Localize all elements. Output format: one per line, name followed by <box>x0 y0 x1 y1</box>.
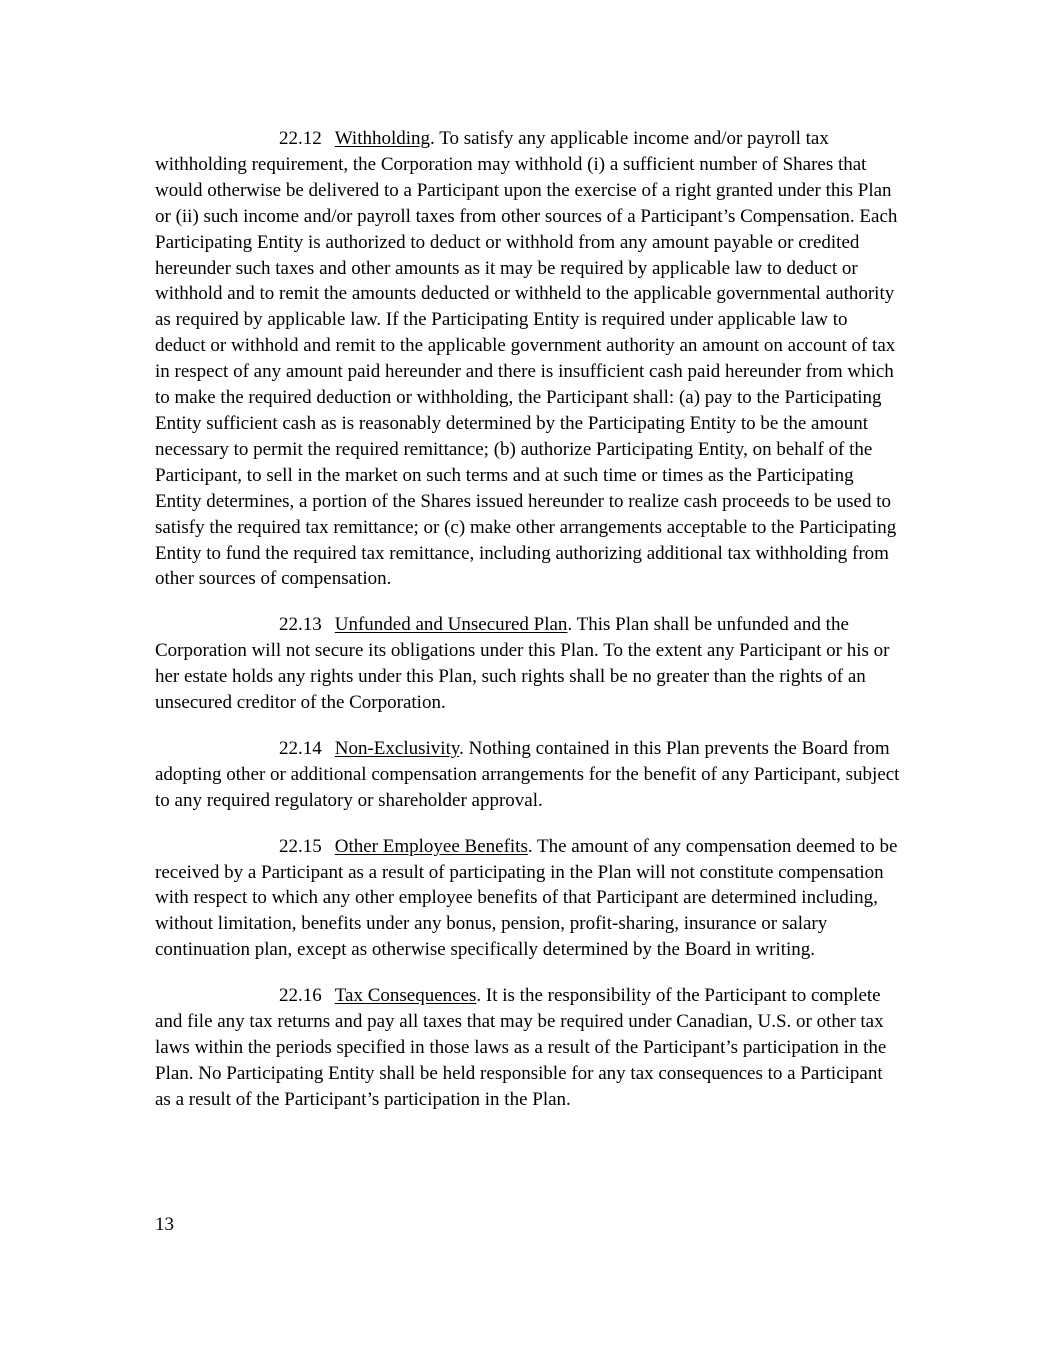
section-22-16 <box>155 983 900 1113</box>
section-number: 22.16 <box>279 985 322 1007</box>
section-heading: Other Employee Benefits <box>334 835 528 857</box>
section-number: 22.12 <box>279 128 322 149</box>
section-heading: Withholding <box>334 128 431 149</box>
section-heading: Unfunded and Unsecured Plan <box>334 614 568 636</box>
document-page <box>155 126 900 1133</box>
section-heading: Tax Consequences <box>334 985 477 1007</box>
section-22-13 <box>155 612 900 716</box>
section-body: . To satisfy any applicable income and/or payroll tax withholding requirement, the Corporation may withhold (i) a sufficient number of Shares that would otherwise be delivered to a Participant upon the exercise of a right granted under this Plan or (ii) such income and/or payroll taxes from other sources of a Participant’s Compensation. Each Participating Entity is authorized to deduct or withhold from any amount payable or credited hereunder such taxes and other amounts as it may be required by applicable law to deduct or withhold and to remit the amounts deducted or withheld to the applicable governmental authority as required by applicable law. If the Participating Entity is required under applicable law to deduct or withhold and remit to the applicable government authority an amount on account of tax in respect of any amount paid hereunder and there is insufficient cash paid hereunder from which to make the required deduction or withholding, the Participant shall: (a) pay to the Participating Entity sufficient cash as is reasonably determined by the Participating Entity to be the amount necessary to permit the required remittance; (b) authorize Participating Entity, on behalf of the Participant, to sell in the market on such terms and at such time or times as the Participating Entity determines, a portion of the Shares issued hereunder to realize cash proceeds to be used to satisfy the required tax remittance; or (c) make other arrangements acceptable to the Participating Entity to fund the required tax remittance, including authorizing additional tax withholding from other sources of compensation. <box>155 128 898 590</box>
section-body: . It is the responsibility of the Participant to complete and file any tax returns and pay all taxes that may be required under Canadian, U.S. or other tax laws within the periods specified in those laws as a result of the Participant’s participation in the Plan. No Participating Entity shall be held responsible for any tax consequences to a Participant as a result of the Participant’s participation in the Plan. <box>155 985 887 1110</box>
section-number: 22.15 <box>279 835 322 857</box>
page-number: 13 <box>155 1214 174 1235</box>
section-22-15 <box>155 834 900 964</box>
section-number: 22.13 <box>279 614 322 636</box>
section-22-14 <box>155 736 900 814</box>
section-22-12 <box>155 126 900 592</box>
section-body: . Nothing contained in this Plan prevents the Board from adopting other or additional compensation arrangements for the benefit of any Participant, subject to any required regulatory or shareholder approval. <box>155 737 900 811</box>
section-body: . The amount of any compensation deemed to be received by a Participant as a result of participating in the Plan will not constitute compensation with respect to which any other employee benefits of that Participant are determined including, without limitation, benefits under any bonus, pension, profit-sharing, insurance or salary continuation plan, except as otherwise specifically determined by the Board in writing. <box>155 835 898 961</box>
section-heading: Non-Exclusivity <box>334 737 460 759</box>
section-body: . This Plan shall be unfunded and the Corporation will not secure its obligations under this Plan. To the extent any Participant or his or her estate holds any rights under this Plan, such rights shall be no greater than the rights of an unsecured creditor of the Corporation. <box>155 614 890 714</box>
section-number: 22.14 <box>279 737 322 759</box>
